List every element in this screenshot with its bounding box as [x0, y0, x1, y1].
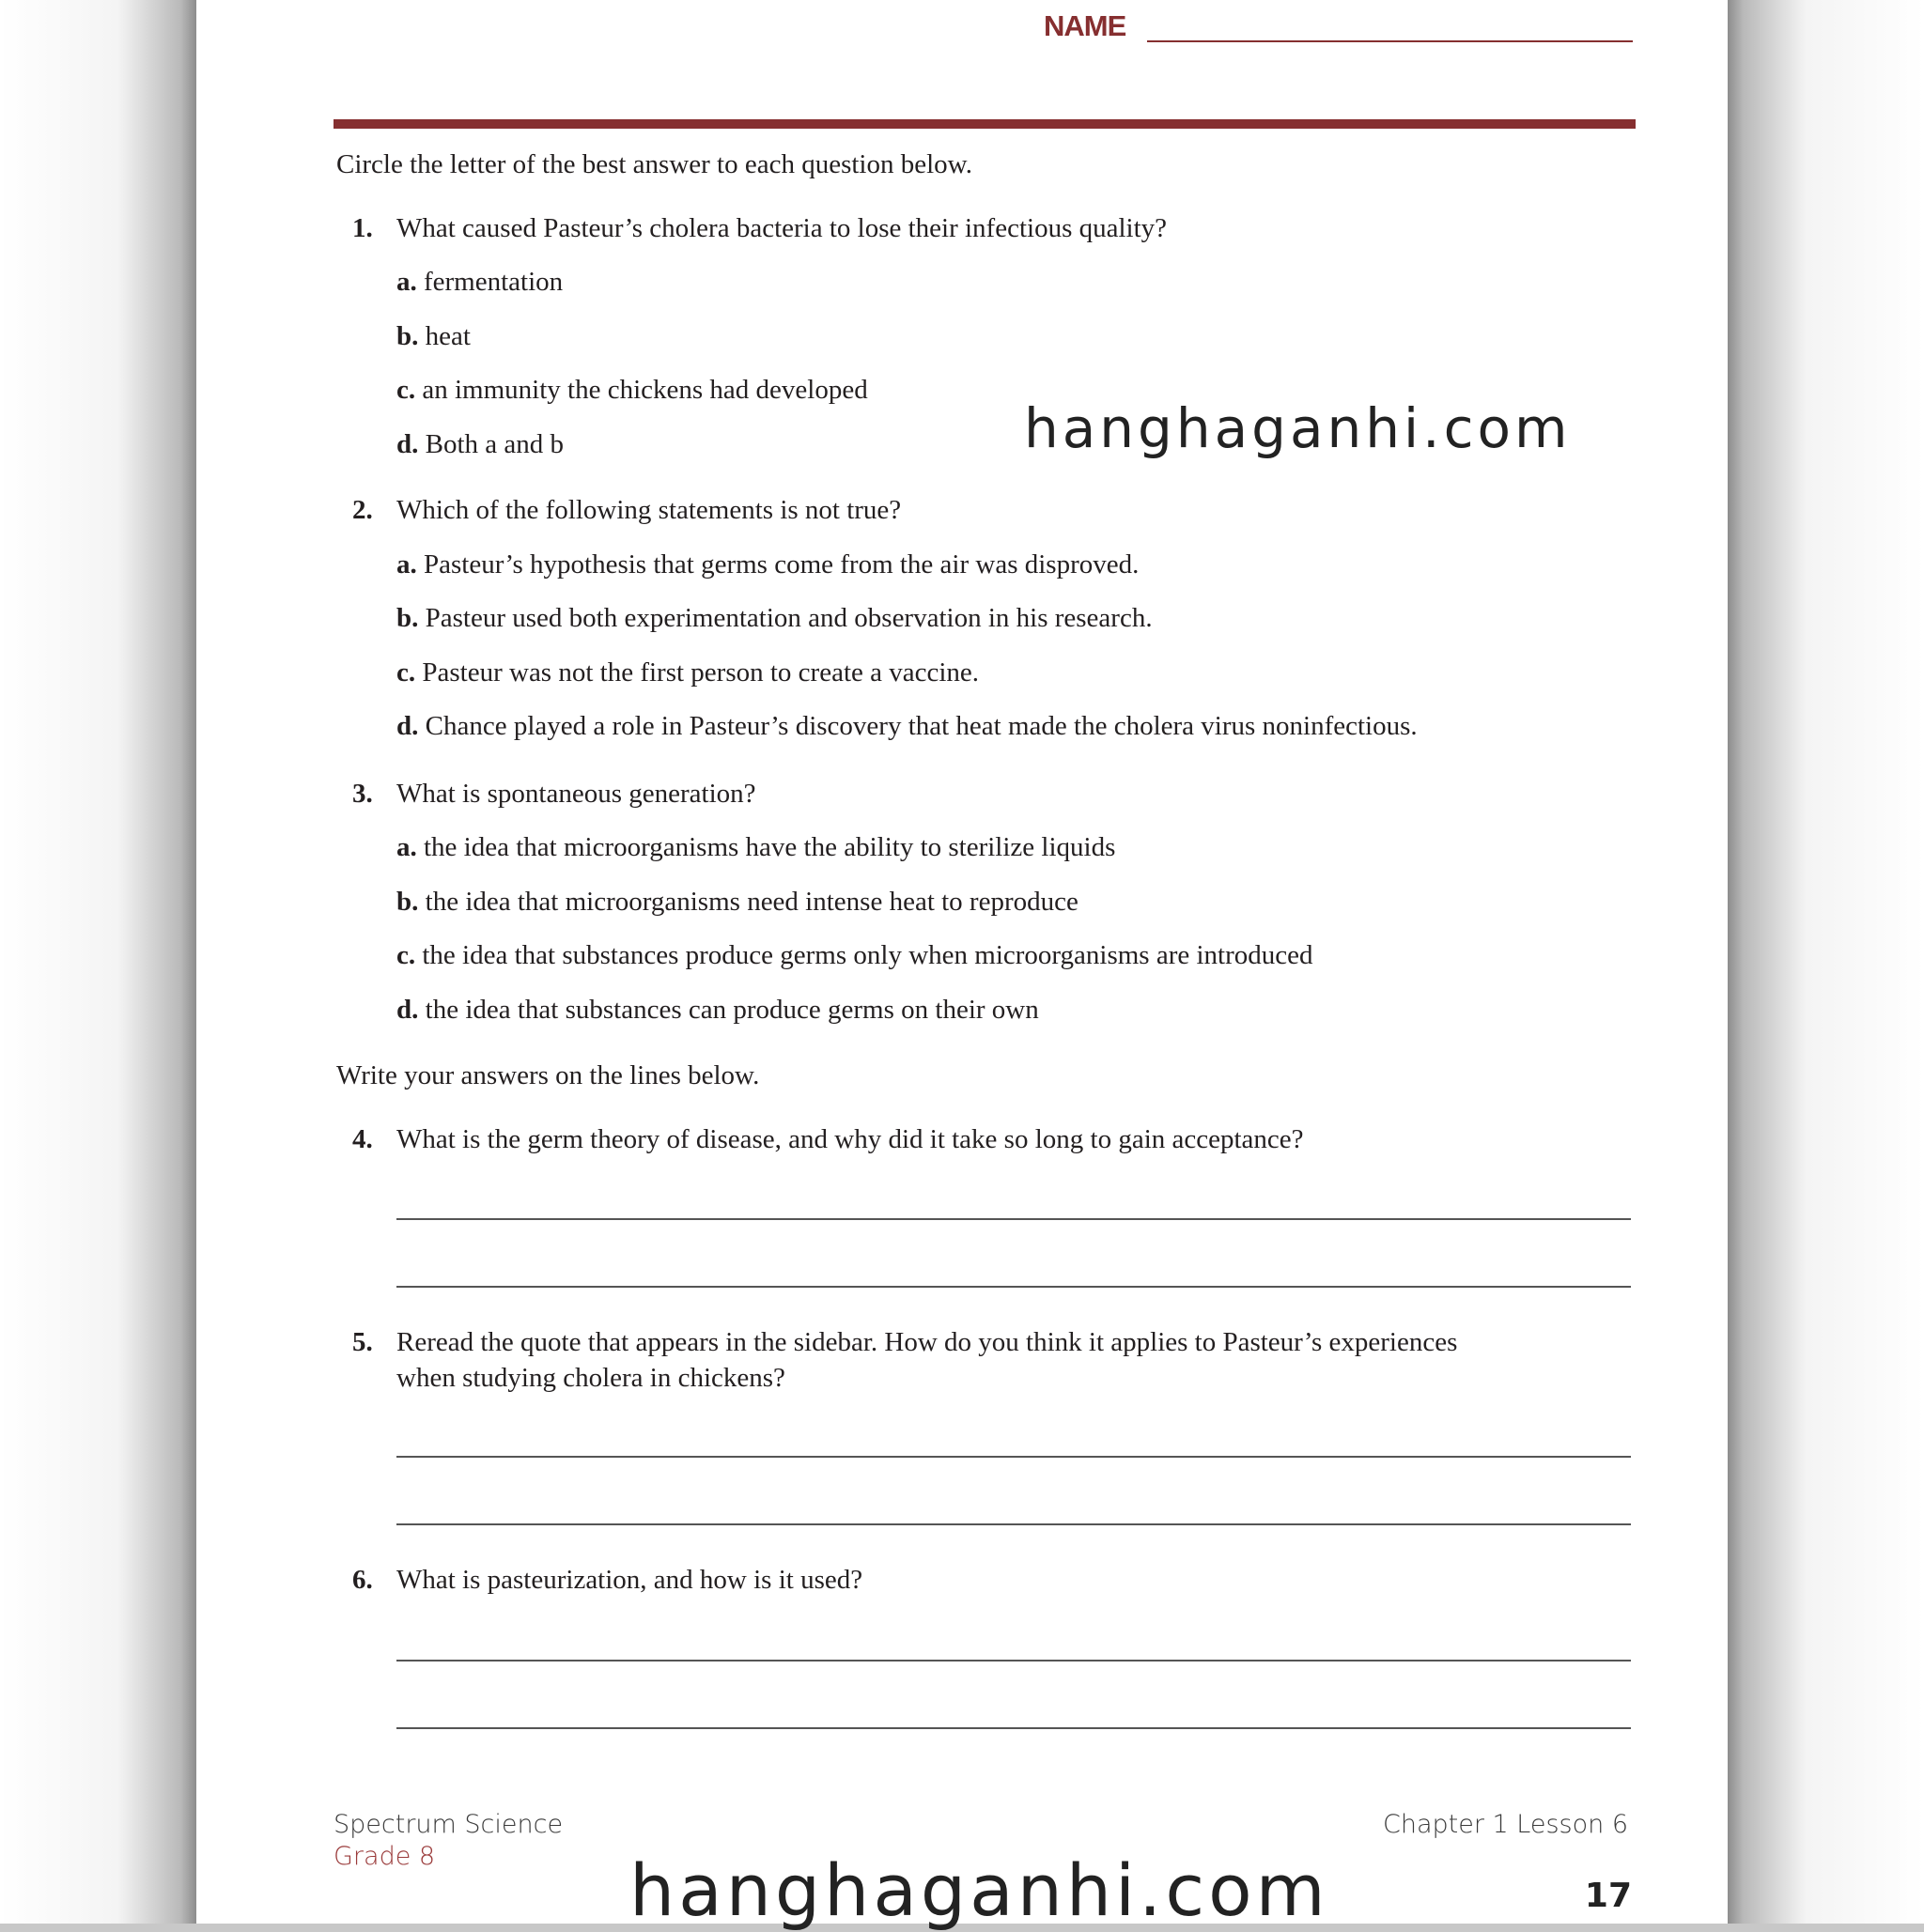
background-right	[1728, 0, 1924, 1924]
question-text: What caused Pasteur’s cholera bacteria to lose their infectious quality?	[396, 213, 1168, 243]
option-letter: a.	[396, 832, 417, 862]
option-letter: b.	[396, 603, 419, 633]
option-text: the idea that substances produce germs only when microorganisms are introduced	[422, 940, 1313, 970]
option-letter: c.	[396, 657, 416, 688]
option-text: Pasteur used both experimentation and observation in his research.	[425, 603, 1153, 633]
watermark-bottom: hanghaganhi.com	[629, 1848, 1329, 1932]
option-text: heat	[425, 321, 471, 351]
footer-grade: Grade 8	[334, 1842, 436, 1871]
option-text: Both a and b	[425, 429, 565, 459]
watermark-top: hanghaganhi.com	[1024, 396, 1572, 460]
question-number: 4.	[352, 1124, 373, 1154]
option-text: fermentation	[424, 267, 564, 297]
option-text: the idea that microorganisms have the ability to sterilize liquids	[424, 832, 1116, 862]
question-text: What is the germ theory of disease, and why did it take so long to gain acceptance?	[396, 1124, 1304, 1154]
option-text: Chance played a role in Pasteur’s discovery that heat made the cholera virus noninfectious.	[425, 711, 1418, 741]
option-letter: a.	[396, 267, 417, 297]
question-number: 1.	[352, 213, 373, 243]
question-number: 3.	[352, 779, 373, 809]
answer-option[interactable]	[396, 993, 1039, 1027]
name-label: NAME	[1044, 9, 1126, 42]
answer-line[interactable]	[396, 1727, 1631, 1729]
footer-book: Spectrum Science	[334, 1810, 564, 1839]
question-text: What is pasteurization, and how is it used?	[396, 1565, 863, 1595]
answer-option[interactable]	[396, 265, 563, 299]
answer-line[interactable]	[396, 1523, 1631, 1525]
answer-option[interactable]	[396, 709, 1418, 743]
answer-option[interactable]	[396, 373, 868, 407]
answer-option[interactable]	[396, 319, 471, 353]
answer-line[interactable]	[396, 1286, 1631, 1288]
option-letter: d.	[396, 995, 419, 1025]
question-text: when studying cholera in chickens?	[396, 1363, 785, 1393]
instructions-written: Write your answers on the lines below.	[336, 1060, 760, 1090]
answer-option[interactable]	[396, 601, 1153, 635]
option-letter: c.	[396, 940, 416, 970]
option-letter: b.	[396, 887, 419, 917]
page-number: 17	[1584, 1877, 1632, 1915]
question-number: 6.	[352, 1565, 373, 1595]
background-left	[0, 0, 196, 1924]
option-letter: a.	[396, 549, 417, 580]
option-text: the idea that microorganisms need intense heat to reproduce	[425, 887, 1078, 917]
question-number: 2.	[352, 495, 373, 525]
question-text: Which of the following statements is not true?	[396, 495, 902, 525]
question-text: What is spontaneous generation?	[396, 779, 756, 809]
option-letter: d.	[396, 429, 419, 459]
option-letter: b.	[396, 321, 419, 351]
question-number: 5.	[352, 1327, 373, 1357]
name-line[interactable]	[1147, 40, 1633, 42]
question-text: Reread the quote that appears in the sidebar. How do you think it applies to Pasteur’s experiences	[396, 1327, 1458, 1357]
answer-option[interactable]	[396, 656, 979, 689]
answer-option[interactable]	[396, 938, 1313, 972]
answer-option[interactable]	[396, 548, 1139, 581]
answer-option[interactable]	[396, 427, 564, 461]
footer-chapter: Chapter 1 Lesson 6	[1383, 1810, 1628, 1839]
option-letter: c.	[396, 375, 416, 405]
option-text: the idea that substances can produce germs on their own	[425, 995, 1039, 1025]
answer-line[interactable]	[396, 1218, 1631, 1220]
option-text: Pasteur was not the first person to create a vaccine.	[422, 657, 980, 688]
option-text: an immunity the chickens had developed	[422, 375, 868, 405]
answer-line[interactable]	[396, 1660, 1631, 1662]
option-text: Pasteur’s hypothesis that germs come from the air was disproved.	[424, 549, 1140, 580]
instructions-mc: Circle the letter of the best answer to each question below.	[336, 149, 972, 179]
answer-option[interactable]	[396, 830, 1115, 864]
answer-line[interactable]	[396, 1456, 1631, 1458]
option-letter: d.	[396, 711, 419, 741]
answer-option[interactable]	[396, 885, 1078, 919]
header-rule	[334, 119, 1636, 129]
